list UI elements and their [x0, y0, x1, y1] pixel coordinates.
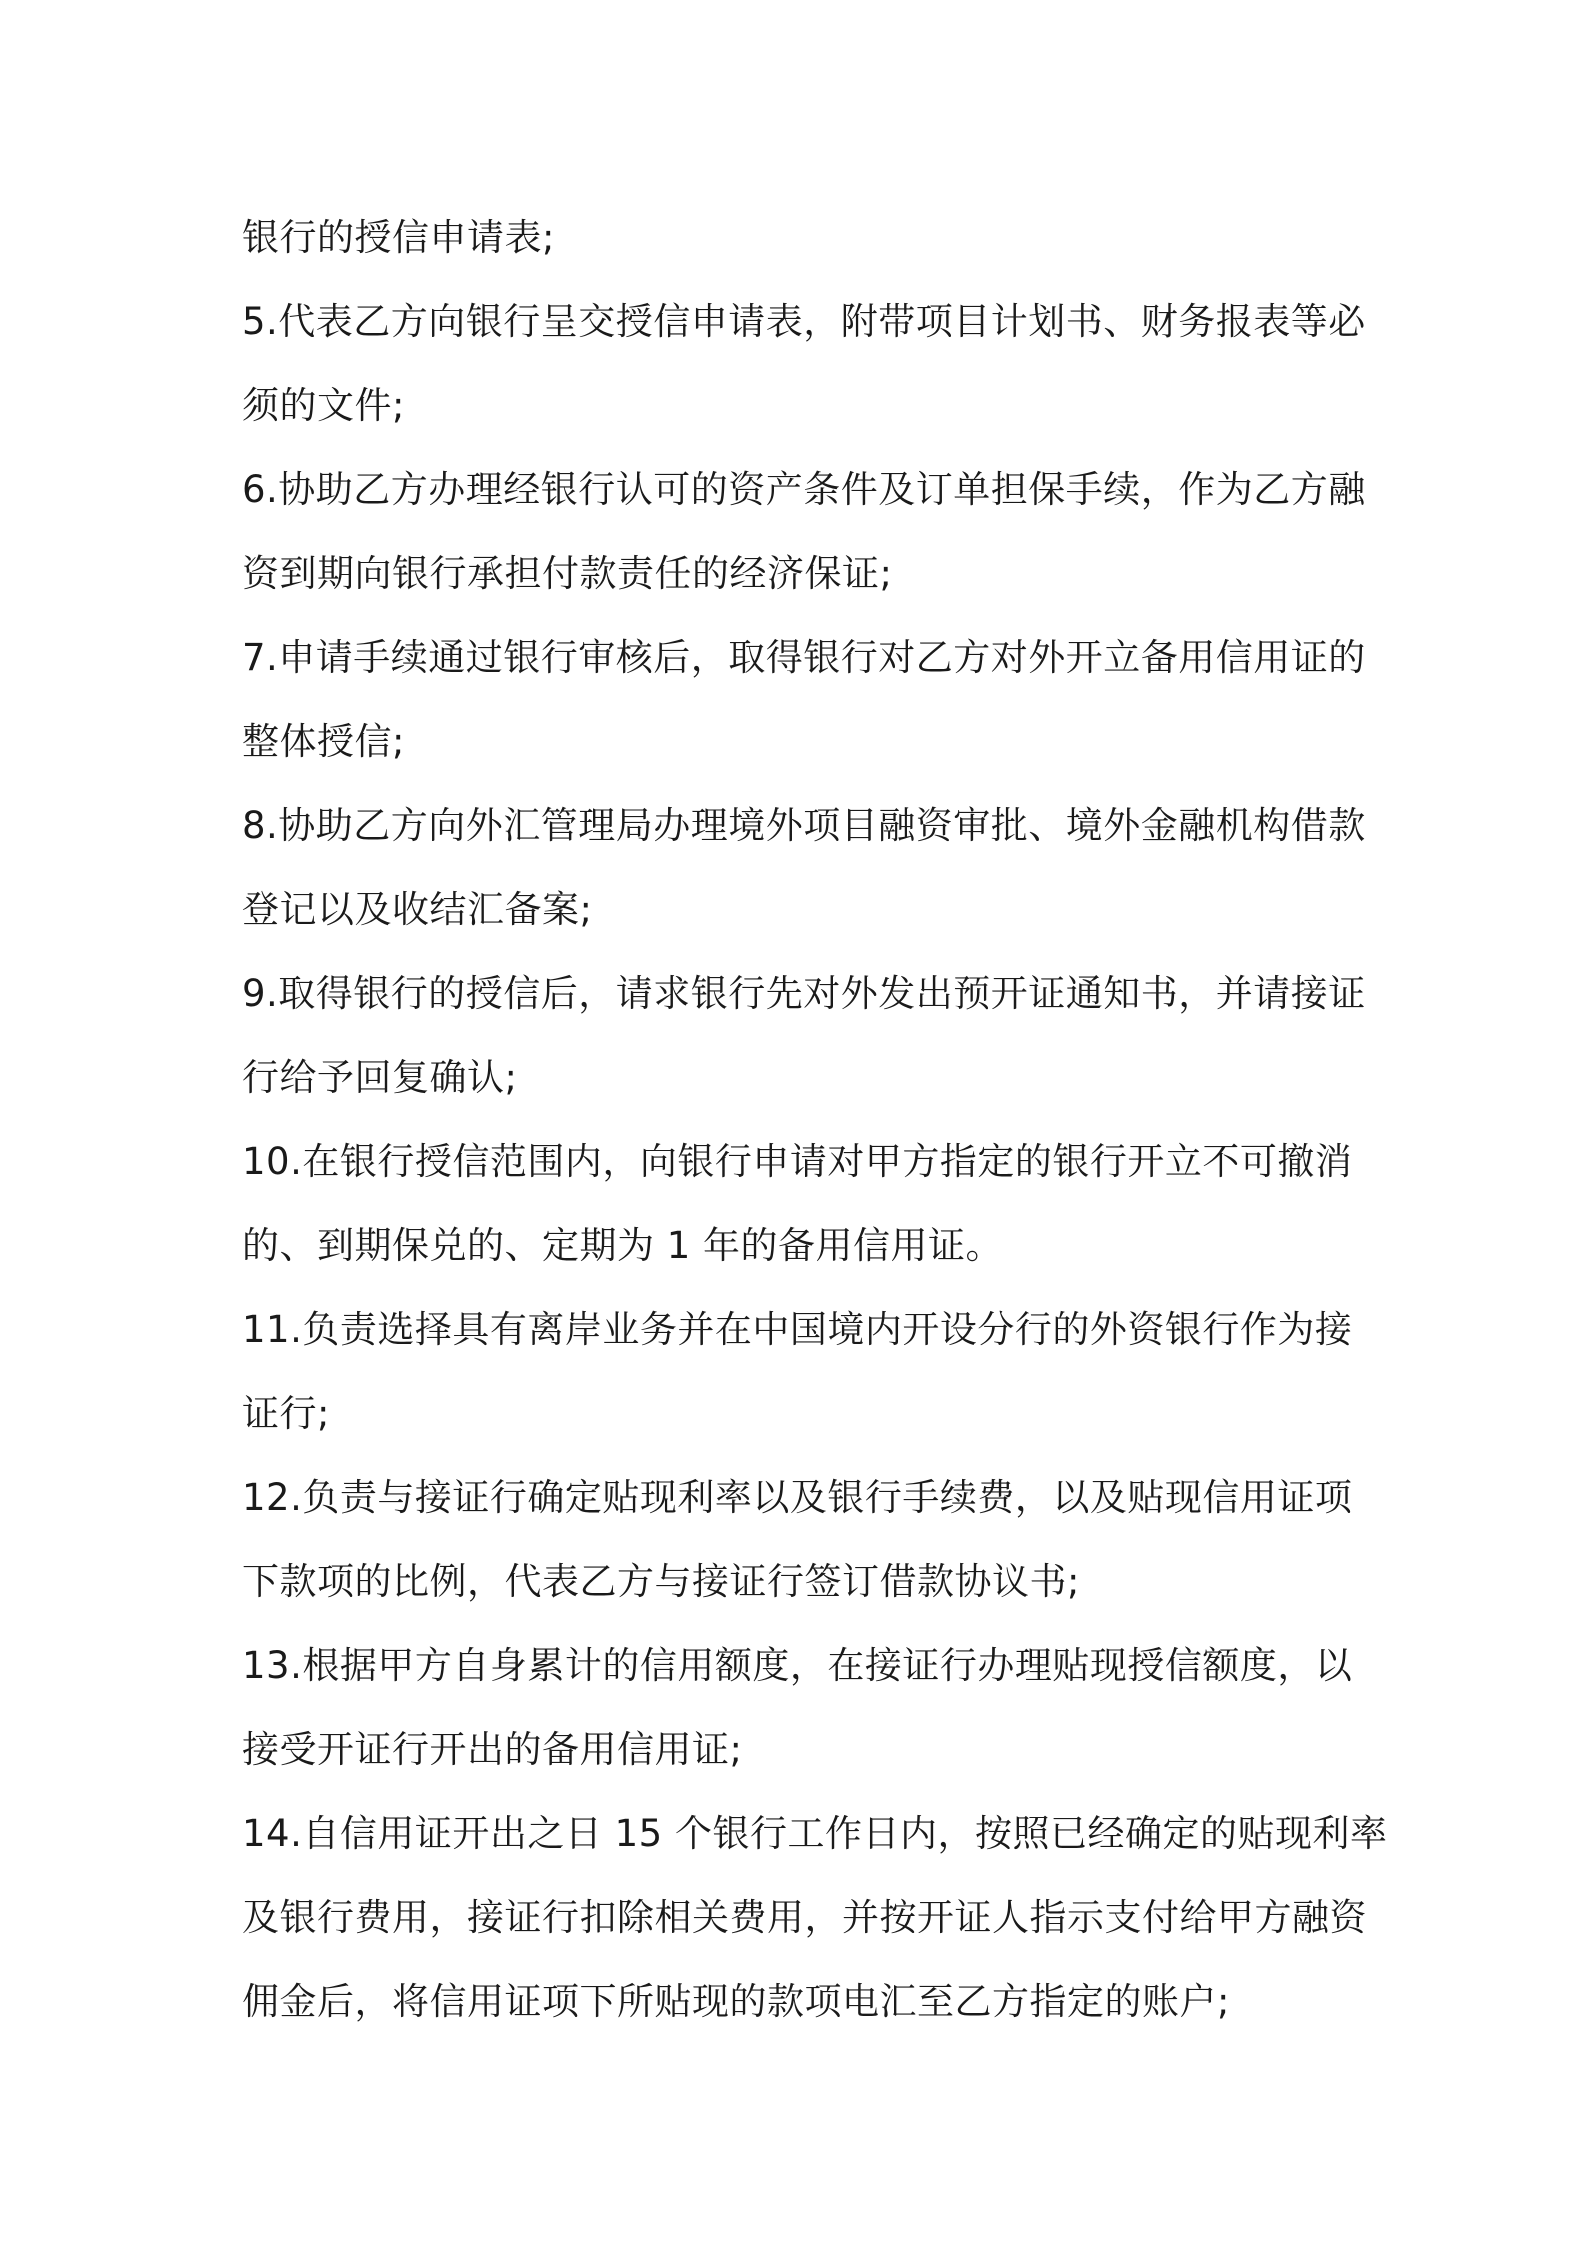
text-line: 的、到期保兑的、定期为 1 年的备用信用证。	[242, 1224, 1004, 1267]
text-line: 须的文件;	[242, 384, 405, 427]
text-line: 8.协助乙方向外汇管理局办理境外项目融资审批、境外金融机构借款	[242, 804, 1366, 847]
text-line: 13.根据甲方自身累计的信用额度，在接证行办理贴现授信额度，以	[242, 1644, 1353, 1687]
text-line: 5.代表乙方向银行呈交授信申请表，附带项目计划书、财务报表等必	[242, 300, 1366, 343]
text-line: 接受开证行开出的备用信用证;	[242, 1728, 743, 1771]
text-line: 7.申请手续通过银行审核后，取得银行对乙方对外开立备用信用证的	[242, 636, 1366, 679]
text-line: 登记以及收结汇备案;	[242, 888, 593, 931]
text-line: 行给予回复确认;	[242, 1056, 518, 1099]
text-line: 14.自信用证开出之日 15 个银行工作日内，按照已经确定的贴现利率	[242, 1812, 1388, 1855]
text-line: 资到期向银行承担付款责任的经济保证;	[242, 552, 893, 595]
text-line: 9.取得银行的授信后，请求银行先对外发出预开证通知书，并请接证	[242, 972, 1366, 1015]
text-line: 整体授信;	[242, 720, 405, 763]
text-line: 佣金后，将信用证项下所贴现的款项电汇至乙方指定的账户;	[242, 1980, 1230, 2023]
text-line: 下款项的比例，代表乙方与接证行签订借款协议书;	[242, 1560, 1080, 1603]
text-line: 银行的授信申请表;	[242, 216, 555, 259]
text-line: 证行;	[242, 1392, 330, 1435]
text-line: 6.协助乙方办理经银行认可的资产条件及订单担保手续，作为乙方融	[242, 468, 1366, 511]
text-line: 12.负责与接证行确定贴现利率以及银行手续费，以及贴现信用证项	[242, 1476, 1353, 1519]
document-body	[242, 196, 1388, 2044]
text-line: 10.在银行授信范围内，向银行申请对甲方指定的银行开立不可撤消	[242, 1140, 1353, 1183]
text-line: 11.负责选择具有离岸业务并在中国境内开设分行的外资银行作为接	[242, 1308, 1353, 1351]
text-line: 及银行费用，接证行扣除相关费用，并按开证人指示支付给甲方融资	[242, 1896, 1367, 1939]
